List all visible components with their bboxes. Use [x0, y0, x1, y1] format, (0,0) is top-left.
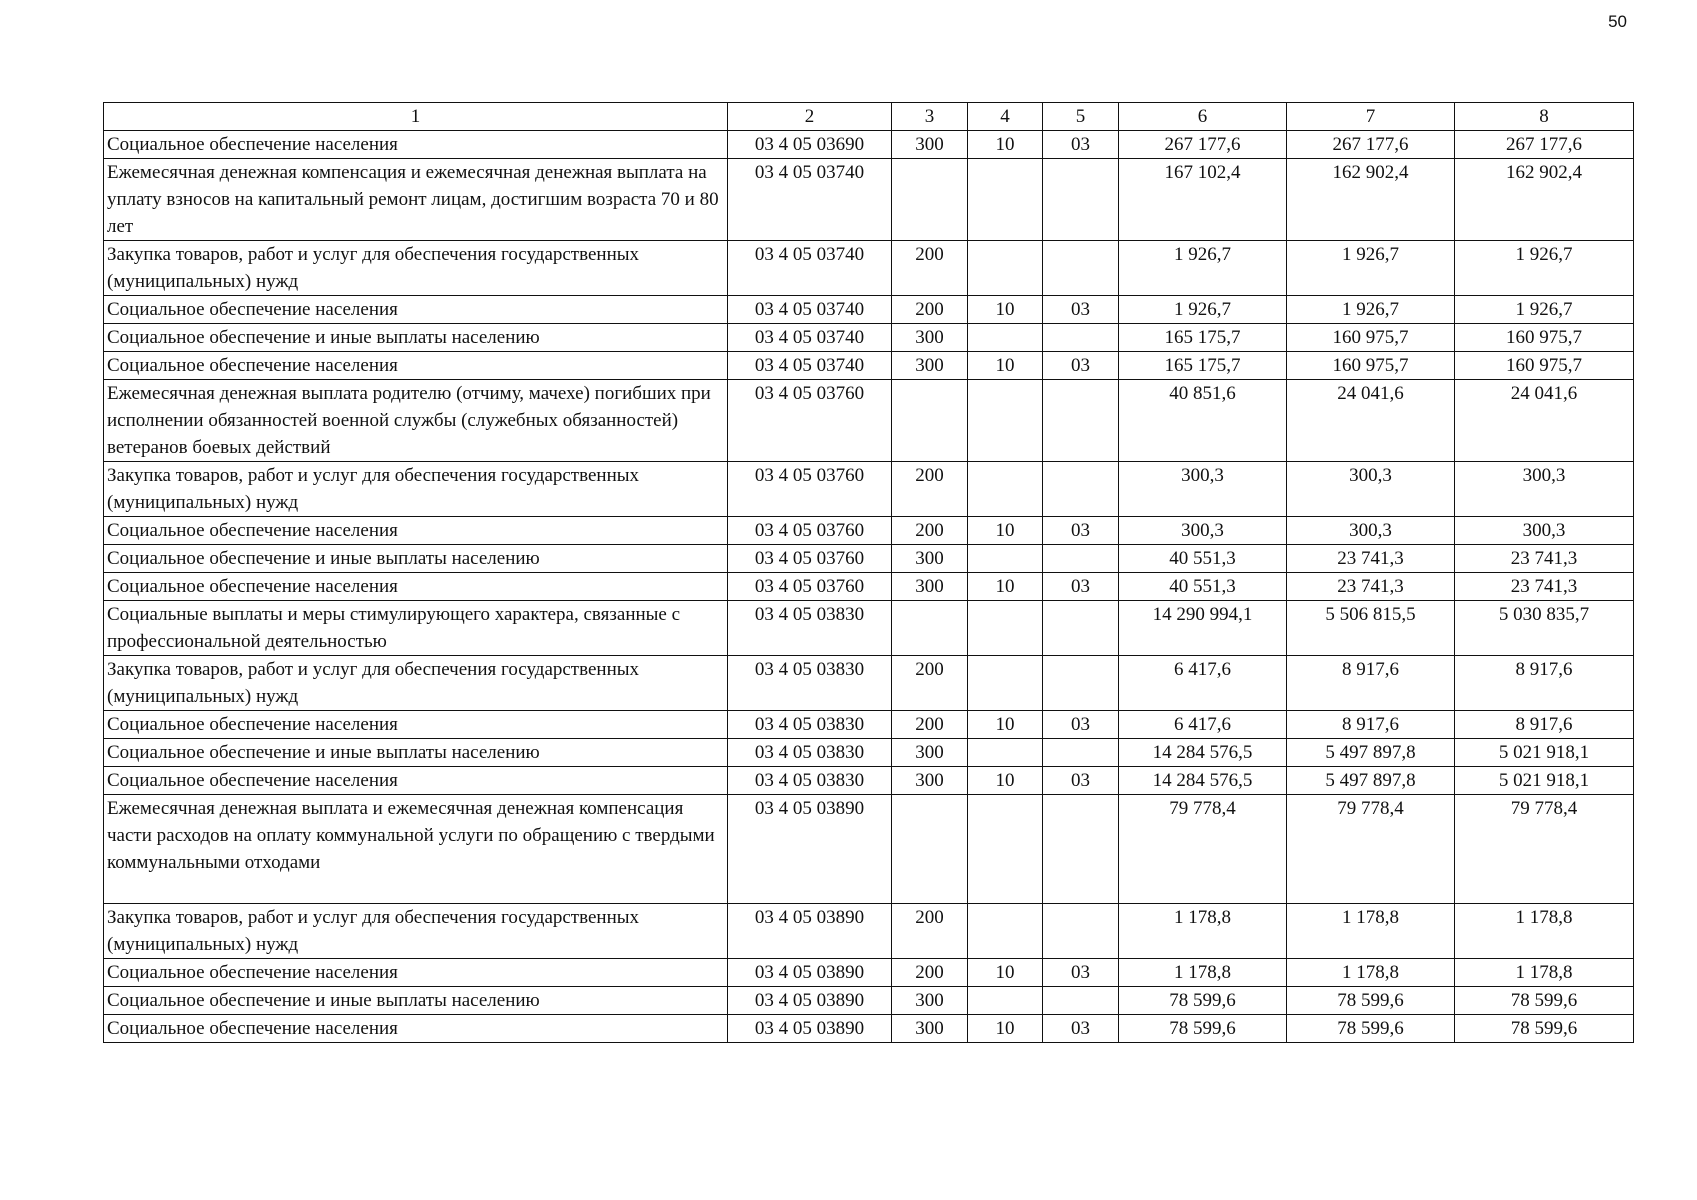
- amount-col7-cell: 1 178,8: [1287, 904, 1455, 959]
- code-cell: 03 4 05 03760: [728, 573, 892, 601]
- amount-col8-cell: 267 177,6: [1455, 131, 1634, 159]
- table-row: [104, 352, 1634, 380]
- item-name-cell: Закупка товаров, работ и услуг для обеспечения государственных (муниципальных) нужд: [104, 462, 728, 517]
- expense-type-cell: [892, 795, 968, 904]
- amount-col7-cell: 1 178,8: [1287, 959, 1455, 987]
- section-cell: [968, 656, 1043, 711]
- table-row: [104, 656, 1634, 711]
- expense-type-cell: 300: [892, 767, 968, 795]
- subsection-cell: [1043, 795, 1119, 904]
- subsection-cell: [1043, 380, 1119, 462]
- amount-col6-cell: 267 177,6: [1119, 131, 1287, 159]
- amount-col6-cell: 40 551,3: [1119, 573, 1287, 601]
- amount-col6-cell: 165 175,7: [1119, 352, 1287, 380]
- expense-type-cell: 200: [892, 296, 968, 324]
- subsection-cell: [1043, 904, 1119, 959]
- expense-type-cell: 300: [892, 739, 968, 767]
- amount-col6-cell: 6 417,6: [1119, 711, 1287, 739]
- table-row: [104, 296, 1634, 324]
- item-name-cell: Социальное обеспечение населения: [104, 573, 728, 601]
- section-cell: 10: [968, 573, 1043, 601]
- code-cell: 03 4 05 03740: [728, 296, 892, 324]
- subsection-cell: [1043, 656, 1119, 711]
- subsection-cell: 03: [1043, 131, 1119, 159]
- amount-col8-cell: 300,3: [1455, 517, 1634, 545]
- header-cell: 7: [1287, 103, 1455, 131]
- table-row: [104, 767, 1634, 795]
- table-row: [104, 795, 1634, 904]
- table-row: [104, 1015, 1634, 1043]
- amount-col8-cell: 24 041,6: [1455, 380, 1634, 462]
- amount-col7-cell: 78 599,6: [1287, 987, 1455, 1015]
- item-name-cell: Социальное обеспечение населения: [104, 517, 728, 545]
- amount-col6-cell: 79 778,4: [1119, 795, 1287, 904]
- expense-type-cell: 300: [892, 545, 968, 573]
- expense-type-cell: 300: [892, 324, 968, 352]
- amount-col7-cell: 1 926,7: [1287, 296, 1455, 324]
- subsection-cell: 03: [1043, 352, 1119, 380]
- section-cell: 10: [968, 767, 1043, 795]
- table-row: [104, 959, 1634, 987]
- expense-type-cell: [892, 380, 968, 462]
- amount-col6-cell: 165 175,7: [1119, 324, 1287, 352]
- section-cell: 10: [968, 517, 1043, 545]
- amount-col8-cell: 23 741,3: [1455, 545, 1634, 573]
- item-name-cell: Ежемесячная денежная выплата родителю (отчиму, мачехе) погибших при исполнении обязанностей военной службы (служебных обязанностей) ветеранов боевых действий: [104, 380, 728, 462]
- expense-type-cell: 300: [892, 1015, 968, 1043]
- subsection-cell: 03: [1043, 517, 1119, 545]
- table-row: [104, 380, 1634, 462]
- subsection-cell: [1043, 159, 1119, 241]
- table-row: [104, 462, 1634, 517]
- code-cell: 03 4 05 03740: [728, 352, 892, 380]
- subsection-cell: 03: [1043, 959, 1119, 987]
- item-name-cell: Закупка товаров, работ и услуг для обеспечения государственных (муниципальных) нужд: [104, 904, 728, 959]
- amount-col6-cell: 14 284 576,5: [1119, 767, 1287, 795]
- subsection-cell: 03: [1043, 767, 1119, 795]
- table-row: [104, 987, 1634, 1015]
- amount-col7-cell: 5 506 815,5: [1287, 601, 1455, 656]
- code-cell: 03 4 05 03830: [728, 601, 892, 656]
- amount-col6-cell: 40 851,6: [1119, 380, 1287, 462]
- code-cell: 03 4 05 03890: [728, 1015, 892, 1043]
- amount-col6-cell: 40 551,3: [1119, 545, 1287, 573]
- amount-col6-cell: 1 926,7: [1119, 296, 1287, 324]
- section-cell: [968, 159, 1043, 241]
- amount-col7-cell: 23 741,3: [1287, 545, 1455, 573]
- section-cell: 10: [968, 959, 1043, 987]
- amount-col8-cell: 8 917,6: [1455, 711, 1634, 739]
- amount-col7-cell: 79 778,4: [1287, 795, 1455, 904]
- section-cell: [968, 601, 1043, 656]
- amount-col6-cell: 14 290 994,1: [1119, 601, 1287, 656]
- amount-col8-cell: 1 926,7: [1455, 296, 1634, 324]
- item-name-cell: Социальное обеспечение населения: [104, 352, 728, 380]
- expense-type-cell: 200: [892, 517, 968, 545]
- subsection-cell: [1043, 462, 1119, 517]
- amount-col7-cell: 300,3: [1287, 462, 1455, 517]
- section-cell: [968, 987, 1043, 1015]
- section-cell: [968, 241, 1043, 296]
- code-cell: 03 4 05 03830: [728, 767, 892, 795]
- amount-col7-cell: 23 741,3: [1287, 573, 1455, 601]
- expense-type-cell: 300: [892, 573, 968, 601]
- section-cell: 10: [968, 711, 1043, 739]
- table-header-row: [104, 103, 1634, 131]
- amount-col7-cell: 162 902,4: [1287, 159, 1455, 241]
- amount-col6-cell: 167 102,4: [1119, 159, 1287, 241]
- header-cell: 3: [892, 103, 968, 131]
- section-cell: 10: [968, 131, 1043, 159]
- table-row: [104, 545, 1634, 573]
- amount-col8-cell: 160 975,7: [1455, 324, 1634, 352]
- subsection-cell: 03: [1043, 296, 1119, 324]
- amount-col7-cell: 160 975,7: [1287, 324, 1455, 352]
- table-row: [104, 573, 1634, 601]
- subsection-cell: [1043, 241, 1119, 296]
- item-name-cell: Ежемесячная денежная компенсация и ежемесячная денежная выплата на уплату взносов на капитальный ремонт лицам, достигшим возраста 70 и 80 лет: [104, 159, 728, 241]
- header-cell: 2: [728, 103, 892, 131]
- code-cell: 03 4 05 03760: [728, 545, 892, 573]
- table-row: [104, 601, 1634, 656]
- section-cell: [968, 904, 1043, 959]
- amount-col6-cell: 14 284 576,5: [1119, 739, 1287, 767]
- code-cell: 03 4 05 03830: [728, 739, 892, 767]
- subsection-cell: [1043, 545, 1119, 573]
- amount-col6-cell: 1 178,8: [1119, 904, 1287, 959]
- subsection-cell: 03: [1043, 711, 1119, 739]
- section-cell: [968, 795, 1043, 904]
- expense-type-cell: 200: [892, 959, 968, 987]
- amount-col8-cell: 5 030 835,7: [1455, 601, 1634, 656]
- code-cell: 03 4 05 03740: [728, 241, 892, 296]
- section-cell: [968, 324, 1043, 352]
- table-row: [104, 517, 1634, 545]
- code-cell: 03 4 05 03690: [728, 131, 892, 159]
- table-row: [104, 739, 1634, 767]
- header-cell: 5: [1043, 103, 1119, 131]
- item-name-cell: Социальное обеспечение населения: [104, 131, 728, 159]
- amount-col7-cell: 24 041,6: [1287, 380, 1455, 462]
- item-name-cell: Социальные выплаты и меры стимулирующего характера, связанные с профессиональной деятельностью: [104, 601, 728, 656]
- amount-col7-cell: 5 497 897,8: [1287, 739, 1455, 767]
- item-name-cell: Закупка товаров, работ и услуг для обеспечения государственных (муниципальных) нужд: [104, 656, 728, 711]
- amount-col8-cell: 79 778,4: [1455, 795, 1634, 904]
- amount-col8-cell: 160 975,7: [1455, 352, 1634, 380]
- amount-col8-cell: 23 741,3: [1455, 573, 1634, 601]
- table-row: [104, 904, 1634, 959]
- table-row: [104, 159, 1634, 241]
- budget-table: [103, 102, 1634, 1043]
- item-name-cell: Социальное обеспечение населения: [104, 767, 728, 795]
- code-cell: 03 4 05 03760: [728, 462, 892, 517]
- subsection-cell: [1043, 987, 1119, 1015]
- amount-col6-cell: 1 178,8: [1119, 959, 1287, 987]
- amount-col8-cell: 78 599,6: [1455, 1015, 1634, 1043]
- expense-type-cell: 300: [892, 131, 968, 159]
- item-name-cell: Социальное обеспечение и иные выплаты населению: [104, 324, 728, 352]
- expense-type-cell: [892, 159, 968, 241]
- amount-col8-cell: 5 021 918,1: [1455, 739, 1634, 767]
- header-cell: 8: [1455, 103, 1634, 131]
- amount-col7-cell: 78 599,6: [1287, 1015, 1455, 1043]
- section-cell: 10: [968, 296, 1043, 324]
- header-cell: 1: [104, 103, 728, 131]
- item-name-cell: Социальное обеспечение населения: [104, 959, 728, 987]
- expense-type-cell: 200: [892, 711, 968, 739]
- section-cell: [968, 380, 1043, 462]
- item-name-cell: Социальное обеспечение населения: [104, 296, 728, 324]
- item-name-cell: Социальное обеспечение и иные выплаты населению: [104, 739, 728, 767]
- amount-col7-cell: 8 917,6: [1287, 711, 1455, 739]
- code-cell: 03 4 05 03830: [728, 656, 892, 711]
- code-cell: 03 4 05 03890: [728, 959, 892, 987]
- item-name-cell: Социальное обеспечение и иные выплаты населению: [104, 545, 728, 573]
- subsection-cell: 03: [1043, 1015, 1119, 1043]
- code-cell: 03 4 05 03830: [728, 711, 892, 739]
- item-name-cell: Социальное обеспечение населения: [104, 711, 728, 739]
- amount-col6-cell: 300,3: [1119, 517, 1287, 545]
- table-row: [104, 241, 1634, 296]
- amount-col7-cell: 160 975,7: [1287, 352, 1455, 380]
- amount-col8-cell: 8 917,6: [1455, 656, 1634, 711]
- amount-col8-cell: 78 599,6: [1455, 987, 1634, 1015]
- table-row: [104, 324, 1634, 352]
- amount-col8-cell: 1 926,7: [1455, 241, 1634, 296]
- amount-col8-cell: 1 178,8: [1455, 959, 1634, 987]
- subsection-cell: 03: [1043, 573, 1119, 601]
- amount-col6-cell: 78 599,6: [1119, 1015, 1287, 1043]
- code-cell: 03 4 05 03740: [728, 324, 892, 352]
- section-cell: 10: [968, 352, 1043, 380]
- expense-type-cell: 200: [892, 462, 968, 517]
- table-row: [104, 131, 1634, 159]
- amount-col7-cell: 1 926,7: [1287, 241, 1455, 296]
- expense-type-cell: 300: [892, 987, 968, 1015]
- section-cell: [968, 462, 1043, 517]
- amount-col7-cell: 267 177,6: [1287, 131, 1455, 159]
- code-cell: 03 4 05 03890: [728, 795, 892, 904]
- expense-type-cell: 200: [892, 241, 968, 296]
- page-number: 50: [1608, 12, 1627, 31]
- subsection-cell: [1043, 324, 1119, 352]
- item-name-cell: Социальное обеспечение населения: [104, 1015, 728, 1043]
- amount-col8-cell: 5 021 918,1: [1455, 767, 1634, 795]
- amount-col8-cell: 300,3: [1455, 462, 1634, 517]
- expense-type-cell: 300: [892, 352, 968, 380]
- table-row: [104, 711, 1634, 739]
- code-cell: 03 4 05 03740: [728, 159, 892, 241]
- table-body: [104, 103, 1634, 1043]
- amount-col6-cell: 300,3: [1119, 462, 1287, 517]
- subsection-cell: [1043, 601, 1119, 656]
- code-cell: 03 4 05 03760: [728, 380, 892, 462]
- amount-col8-cell: 162 902,4: [1455, 159, 1634, 241]
- subsection-cell: [1043, 739, 1119, 767]
- header-cell: 4: [968, 103, 1043, 131]
- expense-type-cell: 200: [892, 904, 968, 959]
- section-cell: [968, 545, 1043, 573]
- item-name-cell: Закупка товаров, работ и услуг для обеспечения государственных (муниципальных) нужд: [104, 241, 728, 296]
- code-cell: 03 4 05 03890: [728, 987, 892, 1015]
- amount-col7-cell: 300,3: [1287, 517, 1455, 545]
- expense-type-cell: 200: [892, 656, 968, 711]
- header-cell: 6: [1119, 103, 1287, 131]
- code-cell: 03 4 05 03760: [728, 517, 892, 545]
- code-cell: 03 4 05 03890: [728, 904, 892, 959]
- amount-col6-cell: 78 599,6: [1119, 987, 1287, 1015]
- section-cell: [968, 739, 1043, 767]
- amount-col8-cell: 1 178,8: [1455, 904, 1634, 959]
- amount-col7-cell: 5 497 897,8: [1287, 767, 1455, 795]
- amount-col7-cell: 8 917,6: [1287, 656, 1455, 711]
- item-name-cell: Ежемесячная денежная выплата и ежемесячная денежная компенсация части расходов на оплату коммунальной услуги по обращению с твердыми коммунальными отходами: [104, 795, 728, 904]
- amount-col6-cell: 6 417,6: [1119, 656, 1287, 711]
- item-name-cell: Социальное обеспечение и иные выплаты населению: [104, 987, 728, 1015]
- amount-col6-cell: 1 926,7: [1119, 241, 1287, 296]
- expense-type-cell: [892, 601, 968, 656]
- section-cell: 10: [968, 1015, 1043, 1043]
